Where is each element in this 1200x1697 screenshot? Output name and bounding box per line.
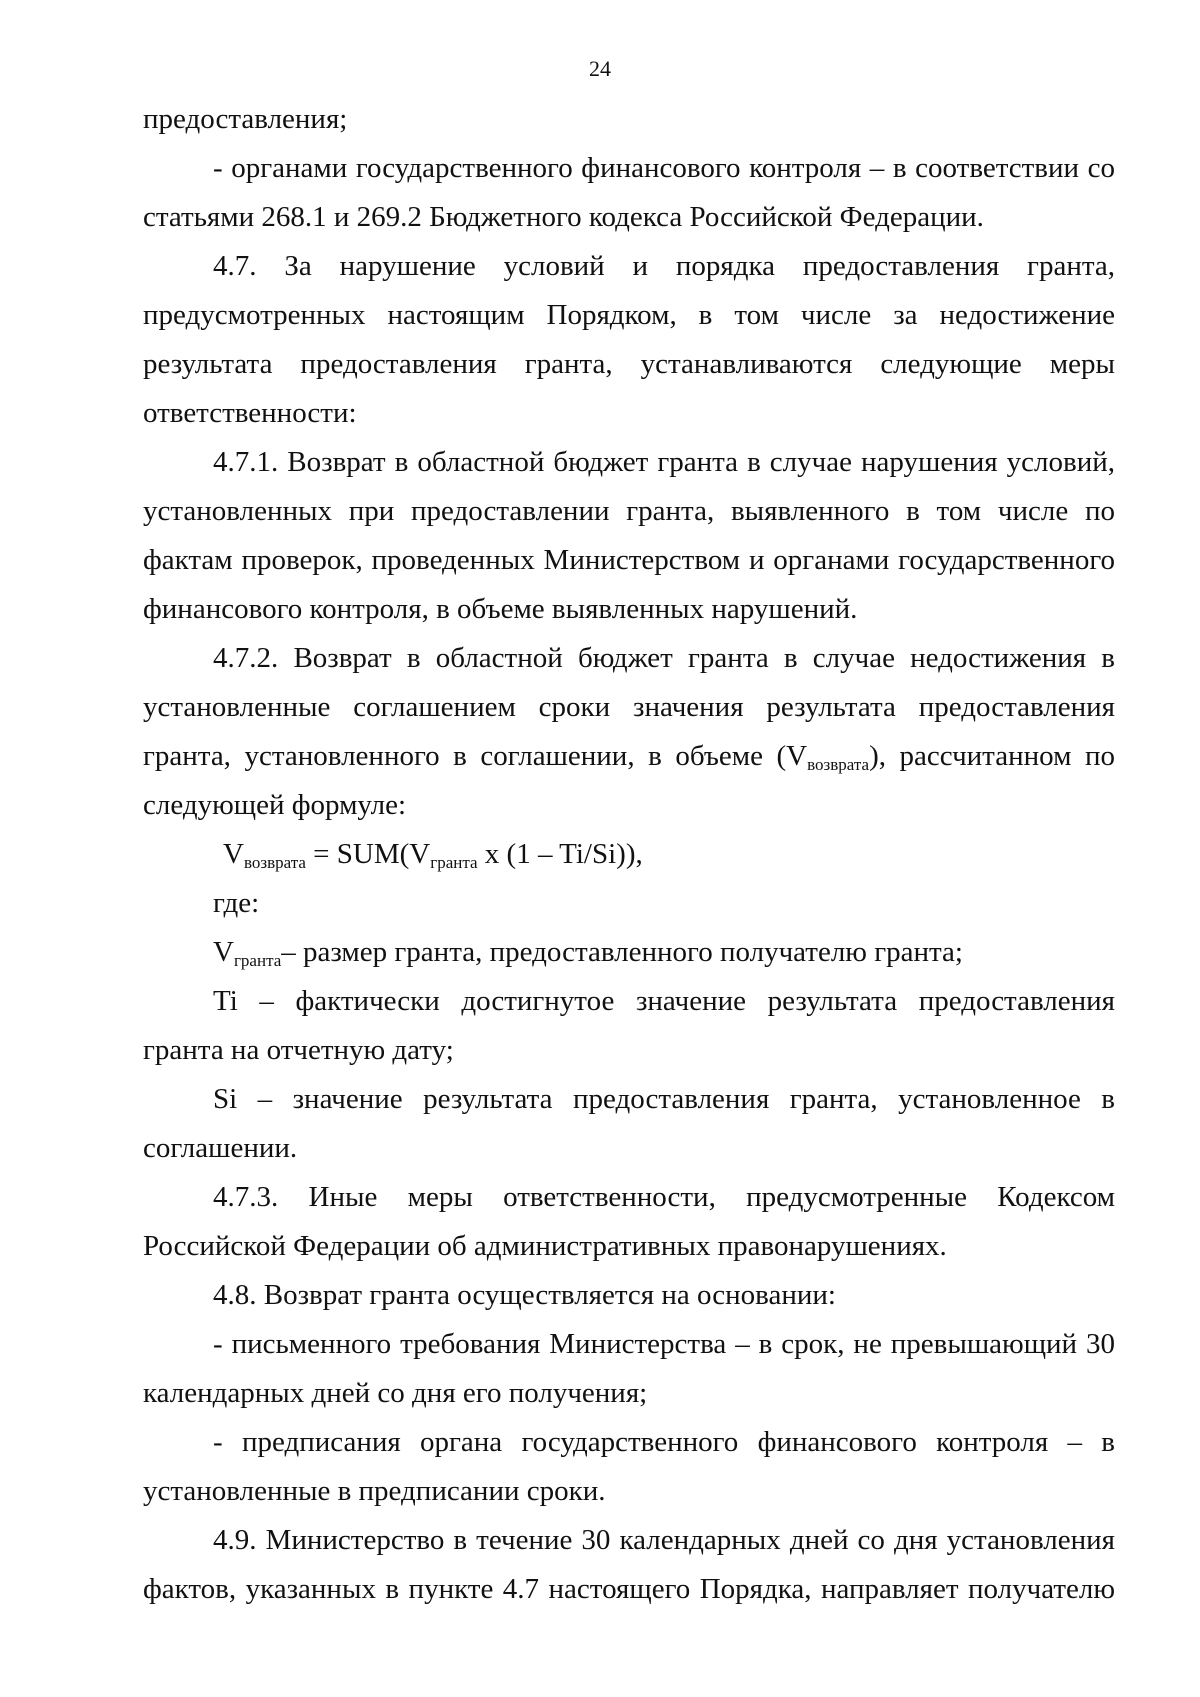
paragraph-4-7-1: 4.7.1. Возврат в областной бюджет гранта в случае нарушения условий, установленных при предоставлении гранта, выявленного в том числе по фактам проверок, проведенных Министерством и органами государственного финансового контроля, в объеме выявленных нарушений.: [143, 446, 1115, 625]
paragraph-4-8: 4.8. Возврат гранта осуществляется на основании:: [213, 1279, 836, 1311]
definition-si: Si – значение результата предоставления гранта, установленное в соглашении.: [143, 1083, 1115, 1164]
subscript: гранта: [430, 853, 478, 872]
paragraph: - предписания органа государственного финансового контроля – в установленные в предписании сроки.: [143, 1426, 1115, 1507]
formula-v: V: [213, 936, 234, 968]
paragraph-4-7-3: 4.7.3. Иные меры ответственности, предусмотренные Кодексом Российской Федерации об административных правонарушениях.: [143, 1181, 1115, 1262]
paragraph-4-9: 4.9. Министерство в течение 30 календарных дней со дня установления фактов, указанных в пункте 4.7 настоящего Порядка, направляет получателю: [143, 1524, 1115, 1605]
subscript: возврата: [807, 755, 870, 774]
document-body: [143, 95, 1115, 1614]
text-run: 4.7.2. Возврат в областной бюджет гранта в случае недостижения в установленные соглашением сроки значения результата предоставления гранта, установленного в соглашении, в объеме (V: [143, 642, 1115, 772]
definition-v-grant: [143, 928, 1115, 977]
paragraph-4-7-2: [143, 634, 1115, 830]
paragraph: - органами государственного финансового контроля – в соответствии со статьями 268.1 и 269.2 Бюджетного кодекса Российской Федерации.: [143, 152, 1115, 233]
paragraph-4-7: 4.7. За нарушение условий и порядка предоставления гранта, предусмотренных настоящим Порядком, в том числе за недостижение результата предоставления гранта, устанавливаются следующие меры ответственности:: [143, 250, 1115, 429]
definition-ti: Ti – фактически достигнутое значение результата предоставления гранта на отчетную дату;: [143, 985, 1115, 1066]
formula-v: V: [223, 838, 244, 870]
paragraph: предоставления;: [143, 103, 348, 135]
text-run: – размер гранта, предоставленного получателю гранта;: [281, 936, 963, 968]
formula: [143, 830, 1115, 879]
paragraph-where: где:: [213, 887, 260, 919]
formula-tail: x (1 – Ti/Si)),: [477, 838, 643, 870]
text-run: ), рассчитанном по следующей формуле:: [143, 740, 1115, 821]
formula-mid: = SUM(V: [305, 838, 431, 870]
subscript: возврата: [243, 853, 306, 872]
subscript: гранта: [233, 951, 282, 970]
paragraph: - письменного требования Министерства – в срок, не превышающий 30 календарных дней со дня его получения;: [143, 1328, 1115, 1409]
page-number: 24: [589, 56, 611, 81]
